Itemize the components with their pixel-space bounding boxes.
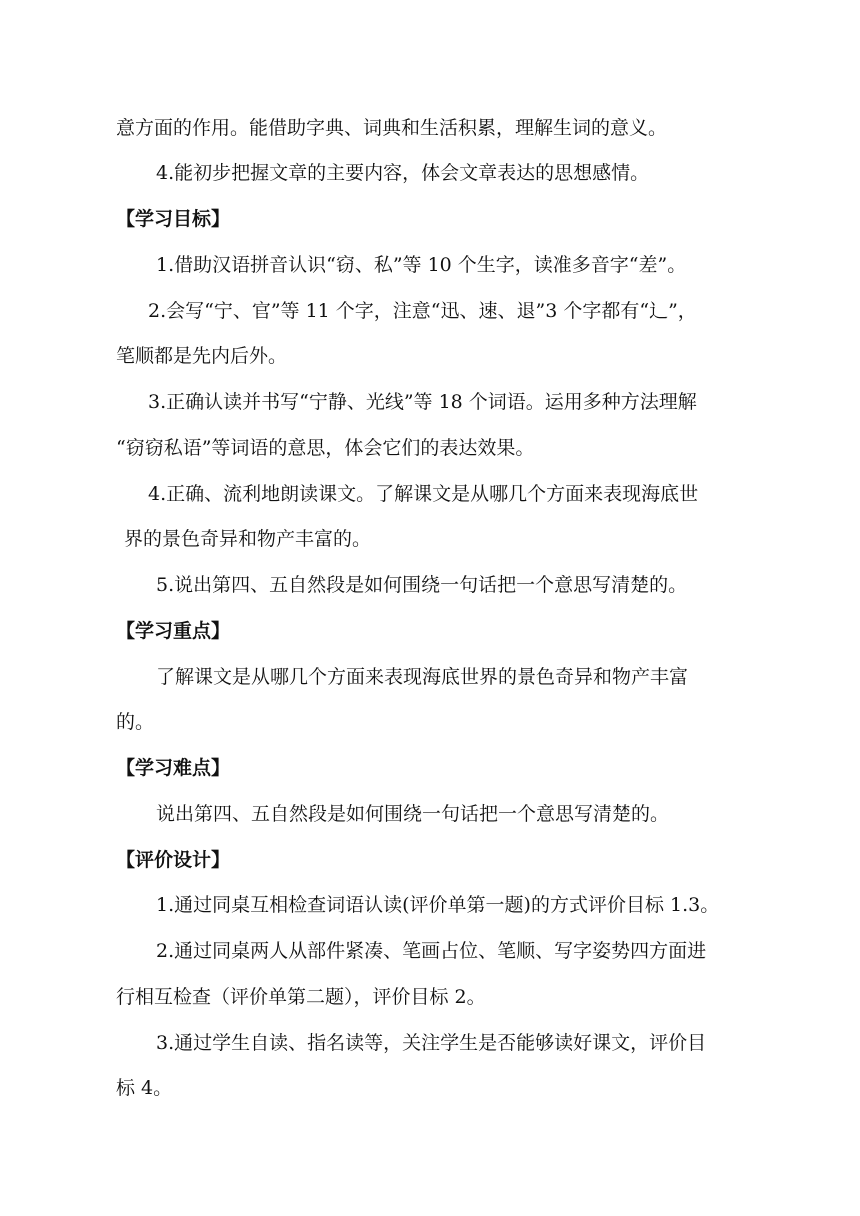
objective-item-3-line-2: “窃窃私语”等词语的意思，体会它们的表达效果。 — [116, 437, 535, 459]
objective-item-4-line-2: 界的景色奇异和物产丰富的。 — [124, 528, 372, 550]
objective-item-2-line-1: 2.会写“宁、官”等 11 个字，注意“迅、速、退”3 个字都有“辶”， — [148, 300, 697, 322]
objective-item-2-line-2: 笔顺都是先内后外。 — [116, 345, 288, 367]
difficulties-heading: 【学习难点】 — [116, 757, 231, 779]
objective-item-5: 5.说出第四、五自然段是如何围绕一句话把一个意思写清楚的。 — [156, 574, 688, 596]
key-points-heading: 【学习重点】 — [116, 620, 231, 642]
evaluation-item-3-line-1: 3.通过学生自读、指名读等，关注学生是否能够读好课文，评价目 — [156, 1032, 707, 1054]
key-points-line-2: 的。 — [116, 711, 155, 733]
evaluation-item-3-line-2: 标 4。 — [116, 1077, 173, 1099]
difficulties-line-1: 说出第四、五自然段是如何围绕一句话把一个意思写清楚的。 — [156, 803, 670, 825]
evaluation-heading: 【评价设计】 — [116, 849, 231, 871]
objective-item-3-line-1: 3.正确认读并书写“宁静、光线”等 18 个词语。运用多种方法理解 — [148, 391, 697, 413]
evaluation-item-2-line-1: 2.通过同桌两人从部件紧凑、笔画占位、笔顺、写字姿势四方面进 — [156, 940, 707, 962]
intro-continuation: 意方面的作用。能借助字典、词典和生活积累，理解生词的意义。 — [116, 117, 668, 139]
objectives-heading: 【学习目标】 — [116, 208, 231, 230]
objective-item-4-line-1: 4.正确、流利地朗读课文。了解课文是从哪几个方面来表现海底世 — [148, 483, 699, 505]
objective-item-1: 1.借助汉语拼音认识“窃、私”等 10 个生字，读准多音字“差”。 — [156, 254, 687, 276]
evaluation-item-2-line-2: 行相互检查（评价单第二题），评价目标 2。 — [116, 986, 486, 1008]
intro-item-4: 4.能初步把握文章的主要内容，体会文章表达的思想感情。 — [156, 162, 650, 184]
evaluation-item-1: 1.通过同桌互相检查词语认读(评价单第一题)的方式评价目标 1.3。 — [156, 894, 720, 916]
key-points-line-1: 了解课文是从哪几个方面来表现海底世界的景色奇异和物产丰富 — [156, 666, 689, 688]
